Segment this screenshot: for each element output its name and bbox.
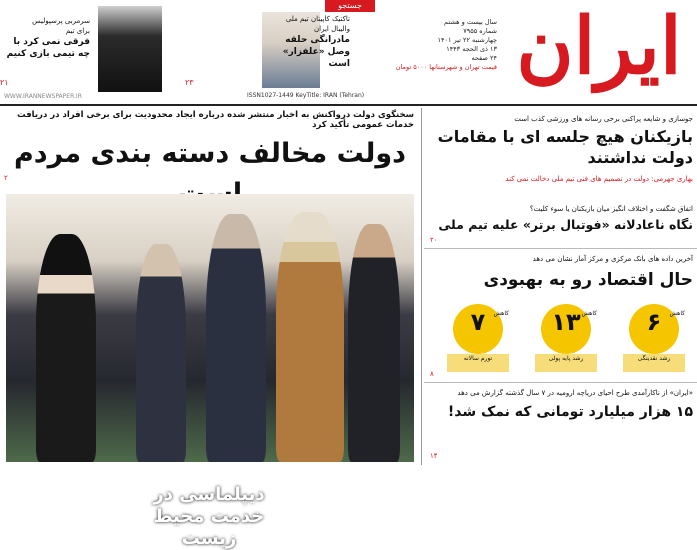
story1-sub: بهاری جهرمی: دولت در تصمیم های فنی تیم ملی دخالت نمی کند — [505, 175, 693, 183]
promo-line: سرمربی پرسپولیس — [32, 17, 90, 25]
badge-label: تورم سالانه — [447, 354, 509, 372]
promo-text — [262, 14, 350, 70]
issue-price: قیمت تهران و شهرستانها ۵۰۰۰ تومان — [395, 63, 497, 71]
main-page-number: ۲ — [4, 174, 8, 182]
badge-tag: کاهش — [493, 310, 509, 317]
photo-caption: رئیسی: سفیرهای خود را برای حل معضلات زیست محیطی منطقه در نشست وزرا و معاونان ۱۱ کشور از ایران — [134, 462, 320, 479]
badge-value: ۶ — [646, 308, 662, 336]
issue-line: ۲۴ صفحه — [471, 54, 497, 62]
promo-photo — [98, 6, 162, 92]
issue-line: سال بیست و هشتم — [444, 18, 497, 26]
promo-page-number: ۲۳ — [185, 78, 194, 87]
red-tag: جستجو — [325, 0, 375, 12]
stat-badge-liquidity — [623, 304, 693, 374]
masthead — [0, 0, 697, 108]
promo-headline[interactable]: مادرانگی حلقه وصل «علفزار» است — [282, 35, 350, 69]
masthead-rule — [0, 104, 697, 106]
story1-page-number: ۲۰ — [430, 236, 438, 244]
promo-line: برای تیم — [65, 27, 90, 35]
issue-line: ۱۳ ذی الحجه ۱۴۴۳ — [446, 45, 497, 53]
promo-line: والیبال ایران — [314, 25, 350, 33]
column-divider — [421, 108, 422, 465]
issue-info — [347, 18, 497, 72]
website-url[interactable]: WWW.IRANNEWSPAPER.IR — [4, 93, 82, 100]
promo-text — [0, 16, 90, 60]
badge-label: رشد پایه پولی — [535, 354, 597, 372]
story4-body — [431, 430, 693, 440]
badge-value: ۷ — [470, 308, 486, 336]
photo-headline[interactable]: دیپلماسی در خدمت محیط زیست — [153, 484, 265, 549]
main-column — [0, 108, 420, 549]
story4-kicker: «ایران» از ناکارآمدی طرح احیای دریاچه ارومیه در ۷ سال گذشته گزارش می دهد — [457, 389, 693, 397]
main-photo[interactable] — [6, 194, 414, 549]
badge-value: ۱۳ — [551, 308, 581, 336]
promo-box-volleyball[interactable] — [180, 6, 350, 86]
photo-figure-omani — [276, 212, 344, 462]
main-headline[interactable]: دولت مخالف دسته بندی مردم — [13, 138, 407, 169]
issue-line: شماره ۷۹۵۵ — [463, 27, 497, 35]
issue-line: چهارشنبه ۲۲ تیر ۱۴۰۱ — [437, 36, 497, 44]
story2-kicker: اتفاق شگفت و اختلاف انگیز میان بازیکنان یا سوء کلیت؟ — [529, 205, 693, 213]
promo-line: تاکتیک کاپیتان تیم ملی — [285, 15, 350, 23]
badge-tag: کاهش — [669, 310, 685, 317]
photo-figure-cleric — [36, 234, 96, 462]
stat-badge-base-money — [535, 304, 605, 374]
promo-headline[interactable]: فرقی نمی کرد با چه تیمی بازی کنیم — [6, 37, 90, 59]
badge-label: رشد نقدینگی — [623, 354, 685, 372]
story1-kicker: جوسازی و شایعه پراکنی برخی رسانه های ورزشی کذب است — [514, 115, 693, 123]
promo-box-perspolis[interactable] — [0, 6, 175, 86]
story3-headline[interactable]: حال اقتصاد رو به بهبودی — [483, 270, 693, 290]
photo-figure-guest — [136, 244, 186, 462]
side-column — [424, 108, 697, 465]
story2-headline[interactable]: نگاه ناعادلانه «فوتبال برتر» علیه تیم ملی — [438, 217, 693, 232]
stat-badge-inflation — [447, 304, 517, 374]
story4-headline[interactable]: ۱۵ هزار میلیارد تومانی که نمک شد! — [447, 404, 693, 420]
story-rule — [424, 248, 697, 249]
story4-page-number: ۱۴ — [430, 452, 438, 460]
story-rule — [424, 382, 697, 383]
main-kicker: سخنگوی دولت درواکنش به اخبار منتشر شده درباره ایجاد محدودیت برای برخی افراد در دریافت خدمات عمومی تأکید کرد — [17, 110, 414, 130]
story3-page-number: ۸ — [430, 370, 434, 378]
photo-figure-official — [206, 214, 266, 462]
promo-page-number: ۲۱ — [0, 78, 9, 87]
photo-figure-guest — [348, 224, 400, 462]
story3-kicker: آخرین داده های بانک مرکزی و مرکز آمار نشان می دهد — [532, 255, 693, 263]
badge-tag: کاهش — [581, 310, 597, 317]
story1-headline[interactable]: بازیکنان هیچ جلسه ای با مقامات دولت نداشتند — [437, 127, 693, 167]
newspaper-logo[interactable]: ایران — [516, 1, 682, 92]
issn-text: ISSN1027-1449 KeyTitle: IRAN (Tehran) — [247, 92, 365, 99]
